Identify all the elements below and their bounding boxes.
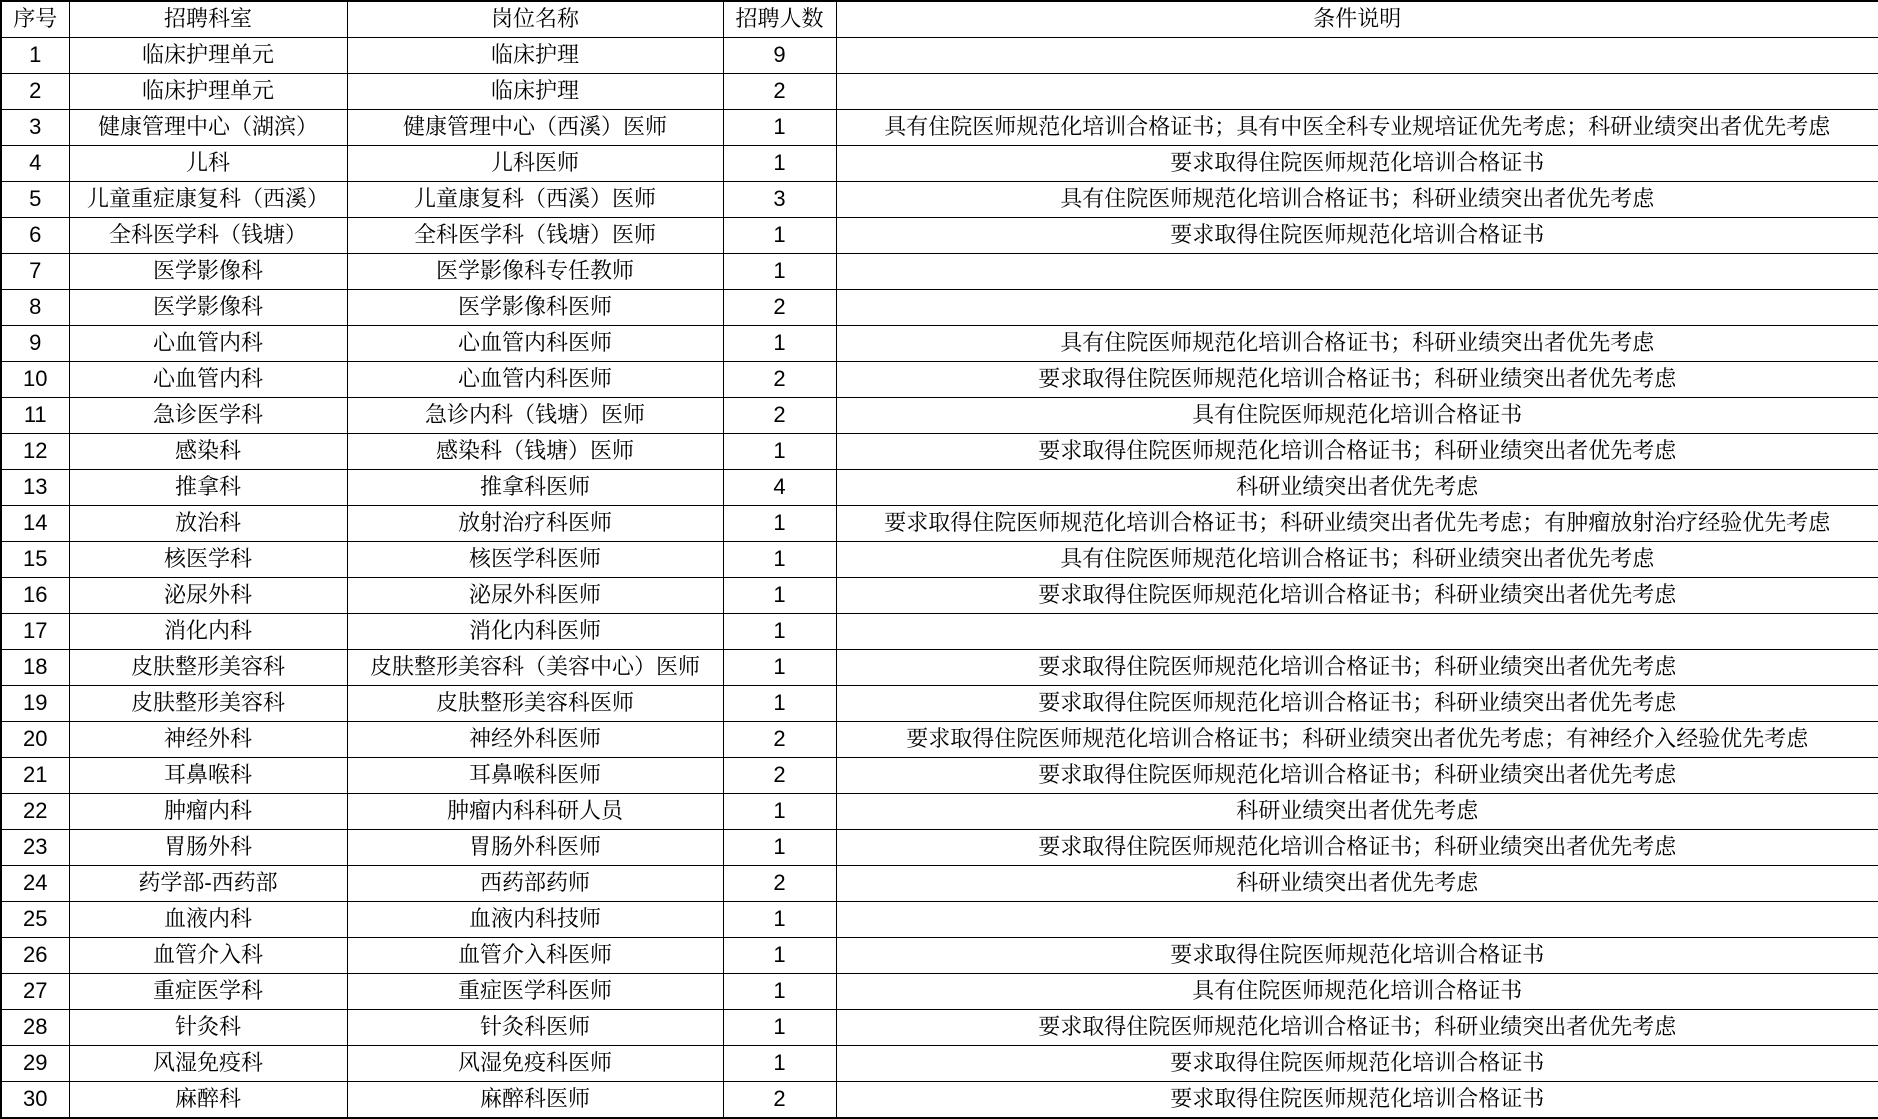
cell-headcount: 1 bbox=[723, 434, 836, 470]
cell-position: 核医学科医师 bbox=[347, 542, 723, 578]
cell-department: 儿童重症康复科（西溪） bbox=[69, 182, 347, 218]
cell-department: 风湿免疫科 bbox=[69, 1046, 347, 1082]
cell-headcount: 1 bbox=[723, 614, 836, 650]
cell-conditions bbox=[836, 290, 1878, 326]
table-row bbox=[1, 110, 1878, 146]
cell-conditions: 要求取得住院医师规范化培训合格证书 bbox=[836, 146, 1878, 182]
cell-position: 全科医学科（钱塘）医师 bbox=[347, 218, 723, 254]
cell-headcount: 1 bbox=[723, 254, 836, 290]
cell-position: 消化内科医师 bbox=[347, 614, 723, 650]
cell-position: 麻醉科医师 bbox=[347, 1082, 723, 1119]
cell-position: 针灸科医师 bbox=[347, 1010, 723, 1046]
cell-headcount: 4 bbox=[723, 470, 836, 506]
cell-department: 儿科 bbox=[69, 146, 347, 182]
table-row bbox=[1, 1010, 1878, 1046]
cell-position: 心血管内科医师 bbox=[347, 326, 723, 362]
cell-index: 23 bbox=[1, 830, 69, 866]
cell-conditions: 具有住院医师规范化培训合格证书；科研业绩突出者优先考虑 bbox=[836, 326, 1878, 362]
cell-headcount: 2 bbox=[723, 362, 836, 398]
cell-position: 儿童康复科（西溪）医师 bbox=[347, 182, 723, 218]
cell-headcount: 1 bbox=[723, 326, 836, 362]
cell-department: 医学影像科 bbox=[69, 290, 347, 326]
cell-department: 血液内科 bbox=[69, 902, 347, 938]
table-row bbox=[1, 1046, 1878, 1082]
cell-index: 17 bbox=[1, 614, 69, 650]
cell-department: 耳鼻喉科 bbox=[69, 758, 347, 794]
cell-headcount: 1 bbox=[723, 506, 836, 542]
cell-index: 14 bbox=[1, 506, 69, 542]
col-header-headcount: 招聘人数 bbox=[723, 1, 836, 38]
cell-headcount: 2 bbox=[723, 290, 836, 326]
table-row bbox=[1, 74, 1878, 110]
cell-position: 医学影像科医师 bbox=[347, 290, 723, 326]
cell-position: 皮肤整形美容科医师 bbox=[347, 686, 723, 722]
cell-department: 全科医学科（钱塘） bbox=[69, 218, 347, 254]
cell-department: 皮肤整形美容科 bbox=[69, 686, 347, 722]
cell-index: 3 bbox=[1, 110, 69, 146]
table-row bbox=[1, 938, 1878, 974]
table-row bbox=[1, 542, 1878, 578]
cell-position: 胃肠外科医师 bbox=[347, 830, 723, 866]
cell-position: 临床护理 bbox=[347, 74, 723, 110]
cell-headcount: 3 bbox=[723, 182, 836, 218]
table-row bbox=[1, 830, 1878, 866]
cell-department: 放治科 bbox=[69, 506, 347, 542]
table-row bbox=[1, 290, 1878, 326]
cell-department: 心血管内科 bbox=[69, 362, 347, 398]
table-row bbox=[1, 686, 1878, 722]
table-body bbox=[1, 38, 1878, 1119]
cell-position: 心血管内科医师 bbox=[347, 362, 723, 398]
cell-department: 胃肠外科 bbox=[69, 830, 347, 866]
cell-headcount: 1 bbox=[723, 110, 836, 146]
cell-headcount: 1 bbox=[723, 146, 836, 182]
table-row bbox=[1, 254, 1878, 290]
cell-index: 6 bbox=[1, 218, 69, 254]
cell-position: 皮肤整形美容科（美容中心）医师 bbox=[347, 650, 723, 686]
cell-conditions: 要求取得住院医师规范化培训合格证书；科研业绩突出者优先考虑 bbox=[836, 650, 1878, 686]
cell-index: 15 bbox=[1, 542, 69, 578]
cell-conditions: 要求取得住院医师规范化培训合格证书；科研业绩突出者优先考虑 bbox=[836, 686, 1878, 722]
cell-department: 血管介入科 bbox=[69, 938, 347, 974]
cell-headcount: 1 bbox=[723, 830, 836, 866]
cell-department: 医学影像科 bbox=[69, 254, 347, 290]
cell-index: 11 bbox=[1, 398, 69, 434]
cell-conditions bbox=[836, 38, 1878, 74]
cell-headcount: 1 bbox=[723, 1046, 836, 1082]
cell-conditions: 科研业绩突出者优先考虑 bbox=[836, 470, 1878, 506]
cell-index: 25 bbox=[1, 902, 69, 938]
cell-conditions: 要求取得住院医师规范化培训合格证书；科研业绩突出者优先考虑 bbox=[836, 1010, 1878, 1046]
cell-headcount: 2 bbox=[723, 74, 836, 110]
cell-headcount: 9 bbox=[723, 38, 836, 74]
cell-headcount: 1 bbox=[723, 1010, 836, 1046]
table-row bbox=[1, 974, 1878, 1010]
cell-index: 4 bbox=[1, 146, 69, 182]
col-header-department: 招聘科室 bbox=[69, 1, 347, 38]
cell-department: 心血管内科 bbox=[69, 326, 347, 362]
cell-department: 消化内科 bbox=[69, 614, 347, 650]
cell-position: 重症医学科医师 bbox=[347, 974, 723, 1010]
cell-index: 27 bbox=[1, 974, 69, 1010]
cell-index: 8 bbox=[1, 290, 69, 326]
table-row bbox=[1, 146, 1878, 182]
cell-headcount: 1 bbox=[723, 974, 836, 1010]
table-row bbox=[1, 578, 1878, 614]
cell-conditions: 具有住院医师规范化培训合格证书；具有中医全科专业规培证优先考虑；科研业绩突出者优先考虑 bbox=[836, 110, 1878, 146]
cell-conditions: 具有住院医师规范化培训合格证书；科研业绩突出者优先考虑 bbox=[836, 542, 1878, 578]
header-row bbox=[1, 1, 1878, 38]
cell-conditions: 要求取得住院医师规范化培训合格证书；科研业绩突出者优先考虑 bbox=[836, 362, 1878, 398]
cell-position: 神经外科医师 bbox=[347, 722, 723, 758]
cell-department: 临床护理单元 bbox=[69, 74, 347, 110]
cell-conditions: 科研业绩突出者优先考虑 bbox=[836, 866, 1878, 902]
cell-headcount: 1 bbox=[723, 902, 836, 938]
cell-conditions: 具有住院医师规范化培训合格证书 bbox=[836, 398, 1878, 434]
cell-headcount: 2 bbox=[723, 722, 836, 758]
cell-index: 5 bbox=[1, 182, 69, 218]
cell-index: 9 bbox=[1, 326, 69, 362]
cell-position: 医学影像科专任教师 bbox=[347, 254, 723, 290]
table-row bbox=[1, 614, 1878, 650]
cell-index: 12 bbox=[1, 434, 69, 470]
cell-index: 2 bbox=[1, 74, 69, 110]
cell-conditions: 要求取得住院医师规范化培训合格证书；科研业绩突出者优先考虑 bbox=[836, 578, 1878, 614]
cell-conditions: 要求取得住院医师规范化培训合格证书；科研业绩突出者优先考虑；有肿瘤放射治疗经验优先考虑 bbox=[836, 506, 1878, 542]
cell-conditions: 要求取得住院医师规范化培训合格证书 bbox=[836, 218, 1878, 254]
cell-position: 急诊内科（钱塘）医师 bbox=[347, 398, 723, 434]
cell-department: 麻醉科 bbox=[69, 1082, 347, 1119]
table-row bbox=[1, 362, 1878, 398]
cell-conditions: 要求取得住院医师规范化培训合格证书 bbox=[836, 938, 1878, 974]
cell-position: 血管介入科医师 bbox=[347, 938, 723, 974]
cell-index: 28 bbox=[1, 1010, 69, 1046]
cell-department: 皮肤整形美容科 bbox=[69, 650, 347, 686]
table-row bbox=[1, 650, 1878, 686]
cell-position: 儿科医师 bbox=[347, 146, 723, 182]
cell-conditions: 要求取得住院医师规范化培训合格证书 bbox=[836, 1082, 1878, 1119]
table-row bbox=[1, 398, 1878, 434]
cell-department: 核医学科 bbox=[69, 542, 347, 578]
cell-headcount: 1 bbox=[723, 794, 836, 830]
cell-index: 20 bbox=[1, 722, 69, 758]
cell-index: 13 bbox=[1, 470, 69, 506]
table-row bbox=[1, 506, 1878, 542]
cell-index: 19 bbox=[1, 686, 69, 722]
table-row bbox=[1, 218, 1878, 254]
cell-position: 健康管理中心（西溪）医师 bbox=[347, 110, 723, 146]
table-row bbox=[1, 722, 1878, 758]
cell-position: 血液内科技师 bbox=[347, 902, 723, 938]
cell-headcount: 2 bbox=[723, 866, 836, 902]
cell-conditions bbox=[836, 902, 1878, 938]
cell-position: 西药部药师 bbox=[347, 866, 723, 902]
cell-position: 耳鼻喉科医师 bbox=[347, 758, 723, 794]
cell-headcount: 2 bbox=[723, 398, 836, 434]
cell-department: 重症医学科 bbox=[69, 974, 347, 1010]
cell-index: 26 bbox=[1, 938, 69, 974]
cell-conditions: 具有住院医师规范化培训合格证书 bbox=[836, 974, 1878, 1010]
cell-department: 推拿科 bbox=[69, 470, 347, 506]
cell-department: 临床护理单元 bbox=[69, 38, 347, 74]
cell-headcount: 1 bbox=[723, 542, 836, 578]
table-row bbox=[1, 326, 1878, 362]
cell-headcount: 1 bbox=[723, 218, 836, 254]
cell-index: 30 bbox=[1, 1082, 69, 1119]
cell-headcount: 2 bbox=[723, 758, 836, 794]
cell-conditions bbox=[836, 74, 1878, 110]
cell-position: 感染科（钱塘）医师 bbox=[347, 434, 723, 470]
cell-conditions bbox=[836, 614, 1878, 650]
col-header-position: 岗位名称 bbox=[347, 1, 723, 38]
col-header-index: 序号 bbox=[1, 1, 69, 38]
cell-department: 健康管理中心（湖滨） bbox=[69, 110, 347, 146]
cell-index: 7 bbox=[1, 254, 69, 290]
cell-index: 18 bbox=[1, 650, 69, 686]
cell-headcount: 1 bbox=[723, 578, 836, 614]
cell-position: 放射治疗科医师 bbox=[347, 506, 723, 542]
cell-index: 10 bbox=[1, 362, 69, 398]
cell-index: 21 bbox=[1, 758, 69, 794]
cell-position: 肿瘤内科科研人员 bbox=[347, 794, 723, 830]
cell-index: 29 bbox=[1, 1046, 69, 1082]
cell-department: 急诊医学科 bbox=[69, 398, 347, 434]
cell-headcount: 2 bbox=[723, 1082, 836, 1119]
table-row bbox=[1, 434, 1878, 470]
cell-headcount: 1 bbox=[723, 938, 836, 974]
cell-headcount: 1 bbox=[723, 686, 836, 722]
cell-conditions: 要求取得住院医师规范化培训合格证书；科研业绩突出者优先考虑 bbox=[836, 434, 1878, 470]
cell-conditions: 科研业绩突出者优先考虑 bbox=[836, 794, 1878, 830]
cell-position: 临床护理 bbox=[347, 38, 723, 74]
cell-position: 风湿免疫科医师 bbox=[347, 1046, 723, 1082]
cell-conditions: 具有住院医师规范化培训合格证书；科研业绩突出者优先考虑 bbox=[836, 182, 1878, 218]
cell-department: 感染科 bbox=[69, 434, 347, 470]
col-header-conditions: 条件说明 bbox=[836, 1, 1878, 38]
cell-position: 推拿科医师 bbox=[347, 470, 723, 506]
cell-department: 泌尿外科 bbox=[69, 578, 347, 614]
table-row bbox=[1, 470, 1878, 506]
table-row bbox=[1, 182, 1878, 218]
table-row bbox=[1, 794, 1878, 830]
cell-conditions: 要求取得住院医师规范化培训合格证书；科研业绩突出者优先考虑 bbox=[836, 758, 1878, 794]
cell-index: 16 bbox=[1, 578, 69, 614]
cell-index: 22 bbox=[1, 794, 69, 830]
table-row bbox=[1, 758, 1878, 794]
cell-conditions bbox=[836, 254, 1878, 290]
cell-index: 24 bbox=[1, 866, 69, 902]
cell-conditions: 要求取得住院医师规范化培训合格证书；科研业绩突出者优先考虑 bbox=[836, 830, 1878, 866]
cell-position: 泌尿外科医师 bbox=[347, 578, 723, 614]
cell-index: 1 bbox=[1, 38, 69, 74]
cell-department: 肿瘤内科 bbox=[69, 794, 347, 830]
table-row bbox=[1, 902, 1878, 938]
table-row bbox=[1, 38, 1878, 74]
cell-department: 针灸科 bbox=[69, 1010, 347, 1046]
cell-headcount: 1 bbox=[723, 650, 836, 686]
cell-conditions: 要求取得住院医师规范化培训合格证书 bbox=[836, 1046, 1878, 1082]
cell-conditions: 要求取得住院医师规范化培训合格证书；科研业绩突出者优先考虑；有神经介入经验优先考虑 bbox=[836, 722, 1878, 758]
cell-department: 药学部-西药部 bbox=[69, 866, 347, 902]
table-row bbox=[1, 866, 1878, 902]
cell-department: 神经外科 bbox=[69, 722, 347, 758]
